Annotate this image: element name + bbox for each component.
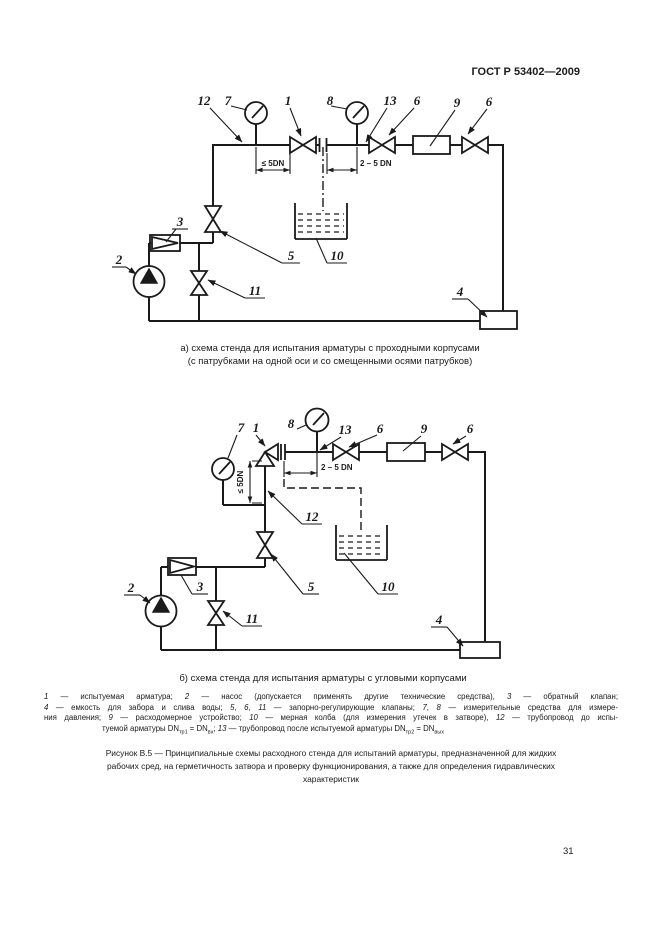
page-number: 31 bbox=[563, 846, 574, 857]
dimension-le5dn-vertical bbox=[236, 461, 262, 503]
label-5: 5 bbox=[307, 579, 315, 594]
label-11: 11 bbox=[248, 283, 262, 298]
legend-line-1: 1 — испытуемая арматура; 2 — насос (допускается применять другие технические средства), 3 — обратный клапан; bbox=[44, 692, 618, 701]
legend-line-4: туемой арматуры $DN_{тр1} = DN_{вх}$; 13 — трубопровод после испытуемой арматуры $DN_{тр2} = DN_{вых}$ bbox=[102, 723, 444, 736]
legend-line-2: 4 — емкость для забора и слива воды; 5, 6, 11 — запорно-регулирующие клапаны; 7, 8 — измерительные средства для измере- bbox=[44, 702, 618, 712]
dimension-2-5dn bbox=[284, 453, 353, 477]
pressure-gauge-8-icon bbox=[306, 409, 329, 432]
valve-6-right bbox=[442, 444, 468, 460]
label-3: 3 bbox=[176, 214, 184, 229]
label-6-right: 6 bbox=[466, 421, 474, 436]
diagram-a bbox=[112, 93, 517, 329]
label-6-left: 6 bbox=[413, 93, 421, 108]
label-1: 1 bbox=[284, 93, 292, 108]
leak-line bbox=[284, 479, 361, 531]
figure-caption-line2: рабочих сред, на герметичность затвора и проверку функционирования, а также для определения гидравлических bbox=[106, 761, 555, 771]
caption-b: б) схема стенда для испытания арматуры с угловыми корпусами bbox=[179, 673, 467, 684]
label-3: 3 bbox=[196, 579, 204, 594]
tank-4 bbox=[480, 311, 517, 329]
flow-meter-9 bbox=[413, 136, 450, 154]
measuring-vessel-10 bbox=[336, 525, 387, 560]
dim-text: 2 – 5 DN bbox=[360, 159, 392, 168]
check-valve-3 bbox=[168, 558, 196, 575]
label-9: 9 bbox=[420, 421, 428, 436]
label-7: 7 bbox=[224, 93, 232, 108]
legend-line-3: ния давления; 9 — расходомерное устройство; 10 — мерная колба (для измерения утечек в затворе), 12 — трубопровод до испы- bbox=[44, 713, 618, 722]
label-4: 4 bbox=[456, 284, 464, 299]
pressure-gauge-7-icon bbox=[212, 458, 234, 480]
angle-test-valve-1 bbox=[256, 444, 285, 466]
valve-6-left bbox=[369, 137, 395, 153]
label-10: 10 bbox=[381, 579, 395, 594]
label-6-right: 6 bbox=[485, 94, 493, 109]
check-valve-3 bbox=[150, 235, 180, 251]
dim-text: ≤ 5DN bbox=[236, 470, 245, 494]
pump-2-icon bbox=[134, 266, 165, 297]
test-valve-1 bbox=[290, 137, 316, 153]
diagram-b bbox=[124, 409, 500, 659]
label-10: 10 bbox=[330, 248, 344, 263]
caption-a-line2: (с патрубками на одной оси и со смещенными осями патрубков) bbox=[187, 356, 473, 367]
caption-a-line1: а) схема стенда для испытания арматуры с проходными корпусами bbox=[180, 343, 480, 354]
dimension-2-5dn bbox=[327, 147, 392, 174]
figure-caption-line1: Рисунок В.5 — Принципиальные схемы расходного стенда для испытаний арматуры, предназначенной для жидких bbox=[105, 748, 557, 758]
leader-lines-a bbox=[112, 106, 487, 317]
dim-text: ≤ 5DN bbox=[261, 159, 285, 168]
label-2: 2 bbox=[115, 252, 123, 267]
label-8: 8 bbox=[326, 93, 334, 108]
valve-11 bbox=[208, 601, 224, 625]
label-8: 8 bbox=[287, 416, 295, 431]
label-4: 4 bbox=[435, 612, 443, 627]
dim-text: 2 – 5 DN bbox=[321, 463, 353, 472]
label-5: 5 bbox=[287, 248, 295, 263]
label-11: 11 bbox=[245, 611, 259, 626]
label-12: 12 bbox=[197, 93, 211, 108]
leader-lines-b bbox=[124, 425, 466, 646]
valve-5 bbox=[205, 206, 221, 232]
flow-meter-9 bbox=[387, 443, 425, 461]
pressure-gauge-8-icon bbox=[346, 102, 368, 124]
valve-5 bbox=[257, 532, 273, 558]
dimension-le5dn bbox=[256, 147, 290, 174]
label-6-left: 6 bbox=[376, 421, 384, 436]
valve-6-right bbox=[462, 137, 488, 153]
label-2: 2 bbox=[127, 580, 135, 595]
figure-caption-line3: характеристик bbox=[303, 774, 359, 784]
label-9: 9 bbox=[453, 95, 461, 110]
document-header: ГОСТ Р 53402—2009 bbox=[471, 66, 580, 78]
label-1: 1 bbox=[252, 420, 260, 435]
label-13: 13 bbox=[383, 93, 397, 108]
label-13: 13 bbox=[338, 422, 352, 437]
pump-2-icon bbox=[146, 596, 177, 627]
valve-6-left bbox=[333, 444, 359, 460]
label-7: 7 bbox=[237, 420, 245, 435]
measuring-vessel-10 bbox=[295, 203, 347, 239]
valve-11 bbox=[191, 271, 207, 295]
label-12: 12 bbox=[305, 509, 319, 524]
tank-4 bbox=[460, 642, 500, 658]
pressure-gauge-7-icon bbox=[245, 102, 267, 124]
